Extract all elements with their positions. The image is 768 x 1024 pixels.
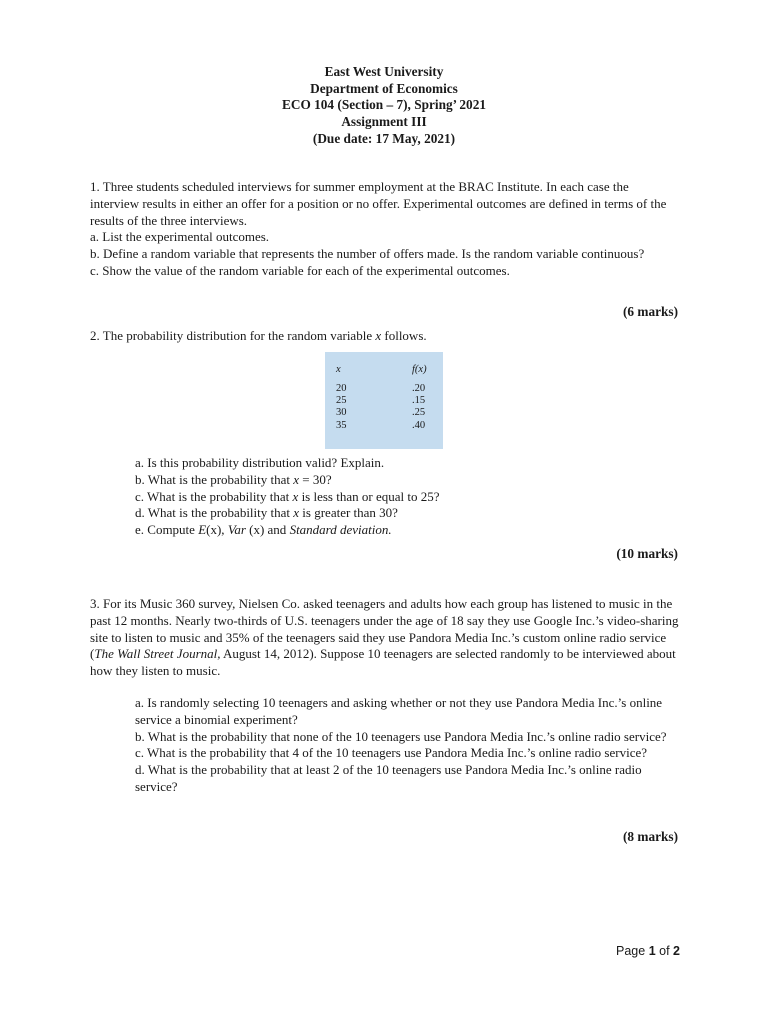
table-cell-x: 25 [336,395,347,407]
page-number: Page 1 of 2 [616,944,680,958]
table-cell-fx: .15 [412,395,426,407]
question-3 [90,596,680,680]
question-3-marks: (8 marks) [622,829,678,844]
question-3-part-a: a. Is randomly selecting 10 teenagers and asking whether or not they use Pandora Media Inc.’s online service a binomial experiment? [135,695,663,727]
question-2-parts [135,455,695,539]
question-2-part-c: c. What is the probability that x is less than or equal to 25? [135,488,440,504]
question-3-part-d: d. What is the probability that at least 2 of the 10 teenagers use Pandora Media Inc.’s online radio service? [135,762,642,794]
question-3-intro: 3. For its Music 360 survey, Nielsen Co. asked teenagers and adults how each group has listened to music in the past 12 months. Nearly two-thirds of U.S. teenagers under the age of 18 say they use Google Inc.’s video-sharing site to listen to music and 35% of the teenagers said they use Pandora Media Inc.’s custom online radio service (The Wall Street Journal, August 14, 2012). Suppose 10 teenagers are selected randomly to be interviewed about how they listen to music. [90,596,679,679]
table-cell-fx: .40 [412,419,426,431]
question-2-part-a: a. Is this probability distribution valid? Explain. [135,455,385,470]
due-date: (Due date: 17 May, 2021) [312,130,456,146]
table-header-x: x [336,364,341,375]
question-1-part-a: a. List the experimental outcomes. [90,229,270,245]
question-3-parts [135,695,680,796]
table-row [325,420,443,432]
question-3-part-b: b. What is the probability that none of the 10 teenagers use Pandora Media Inc.’s online radio service? [135,728,667,744]
question-1-part-c: c. Show the value of the random variable for each of the experimental outcomes. [90,262,510,278]
table-cell-x: 35 [336,419,347,431]
table-row [325,383,443,395]
question-2-intro: 2. The probability distribution for the random variable x follows. [90,328,427,343]
question-3-part-c: c. What is the probability that 4 of the 10 teenagers use Pandora Media Inc.’s online radio service? [135,745,648,761]
table-row [325,407,443,419]
assignment-title: Assignment III [341,114,427,130]
document-header [0,64,768,148]
question-2-marks: (10 marks) [616,546,678,561]
table-cell-x: 20 [336,383,347,394]
table-cell-fx: .20 [412,383,426,394]
course-title: ECO 104 (Section – 7), Spring’ 2021 [281,97,486,113]
question-2-part-b: b. What is the probability that x = 30? [135,471,332,487]
question-2-part-e: e. Compute E(x), Var (x) and Standard deviation. [135,522,392,538]
table-cell-x: 30 [336,407,347,419]
probability-distribution-table [325,352,443,449]
table-row [325,395,443,407]
table-header-fx: f(x) [412,364,427,375]
question-1-marks: (6 marks) [622,304,678,319]
university-name: East West University [324,64,444,79]
question-2 [90,328,680,345]
question-1-intro: 1. Three students scheduled interviews for summer employment at the BRAC Institute. In each case the interview results in either an offer for a position or no offer. Experimental outcomes are defined in terms of the results of the three interviews. [90,179,667,228]
question-1-part-b: b. Define a random variable that represents the number of offers made. Is the random variable continuous? [90,246,645,262]
table-cell-fx: .25 [412,407,426,419]
department-name: Department of Economics [310,80,458,96]
question-2-part-d: d. What is the probability that x is greater than 30? [135,505,398,521]
question-1 [90,179,680,280]
table-body [325,383,443,432]
